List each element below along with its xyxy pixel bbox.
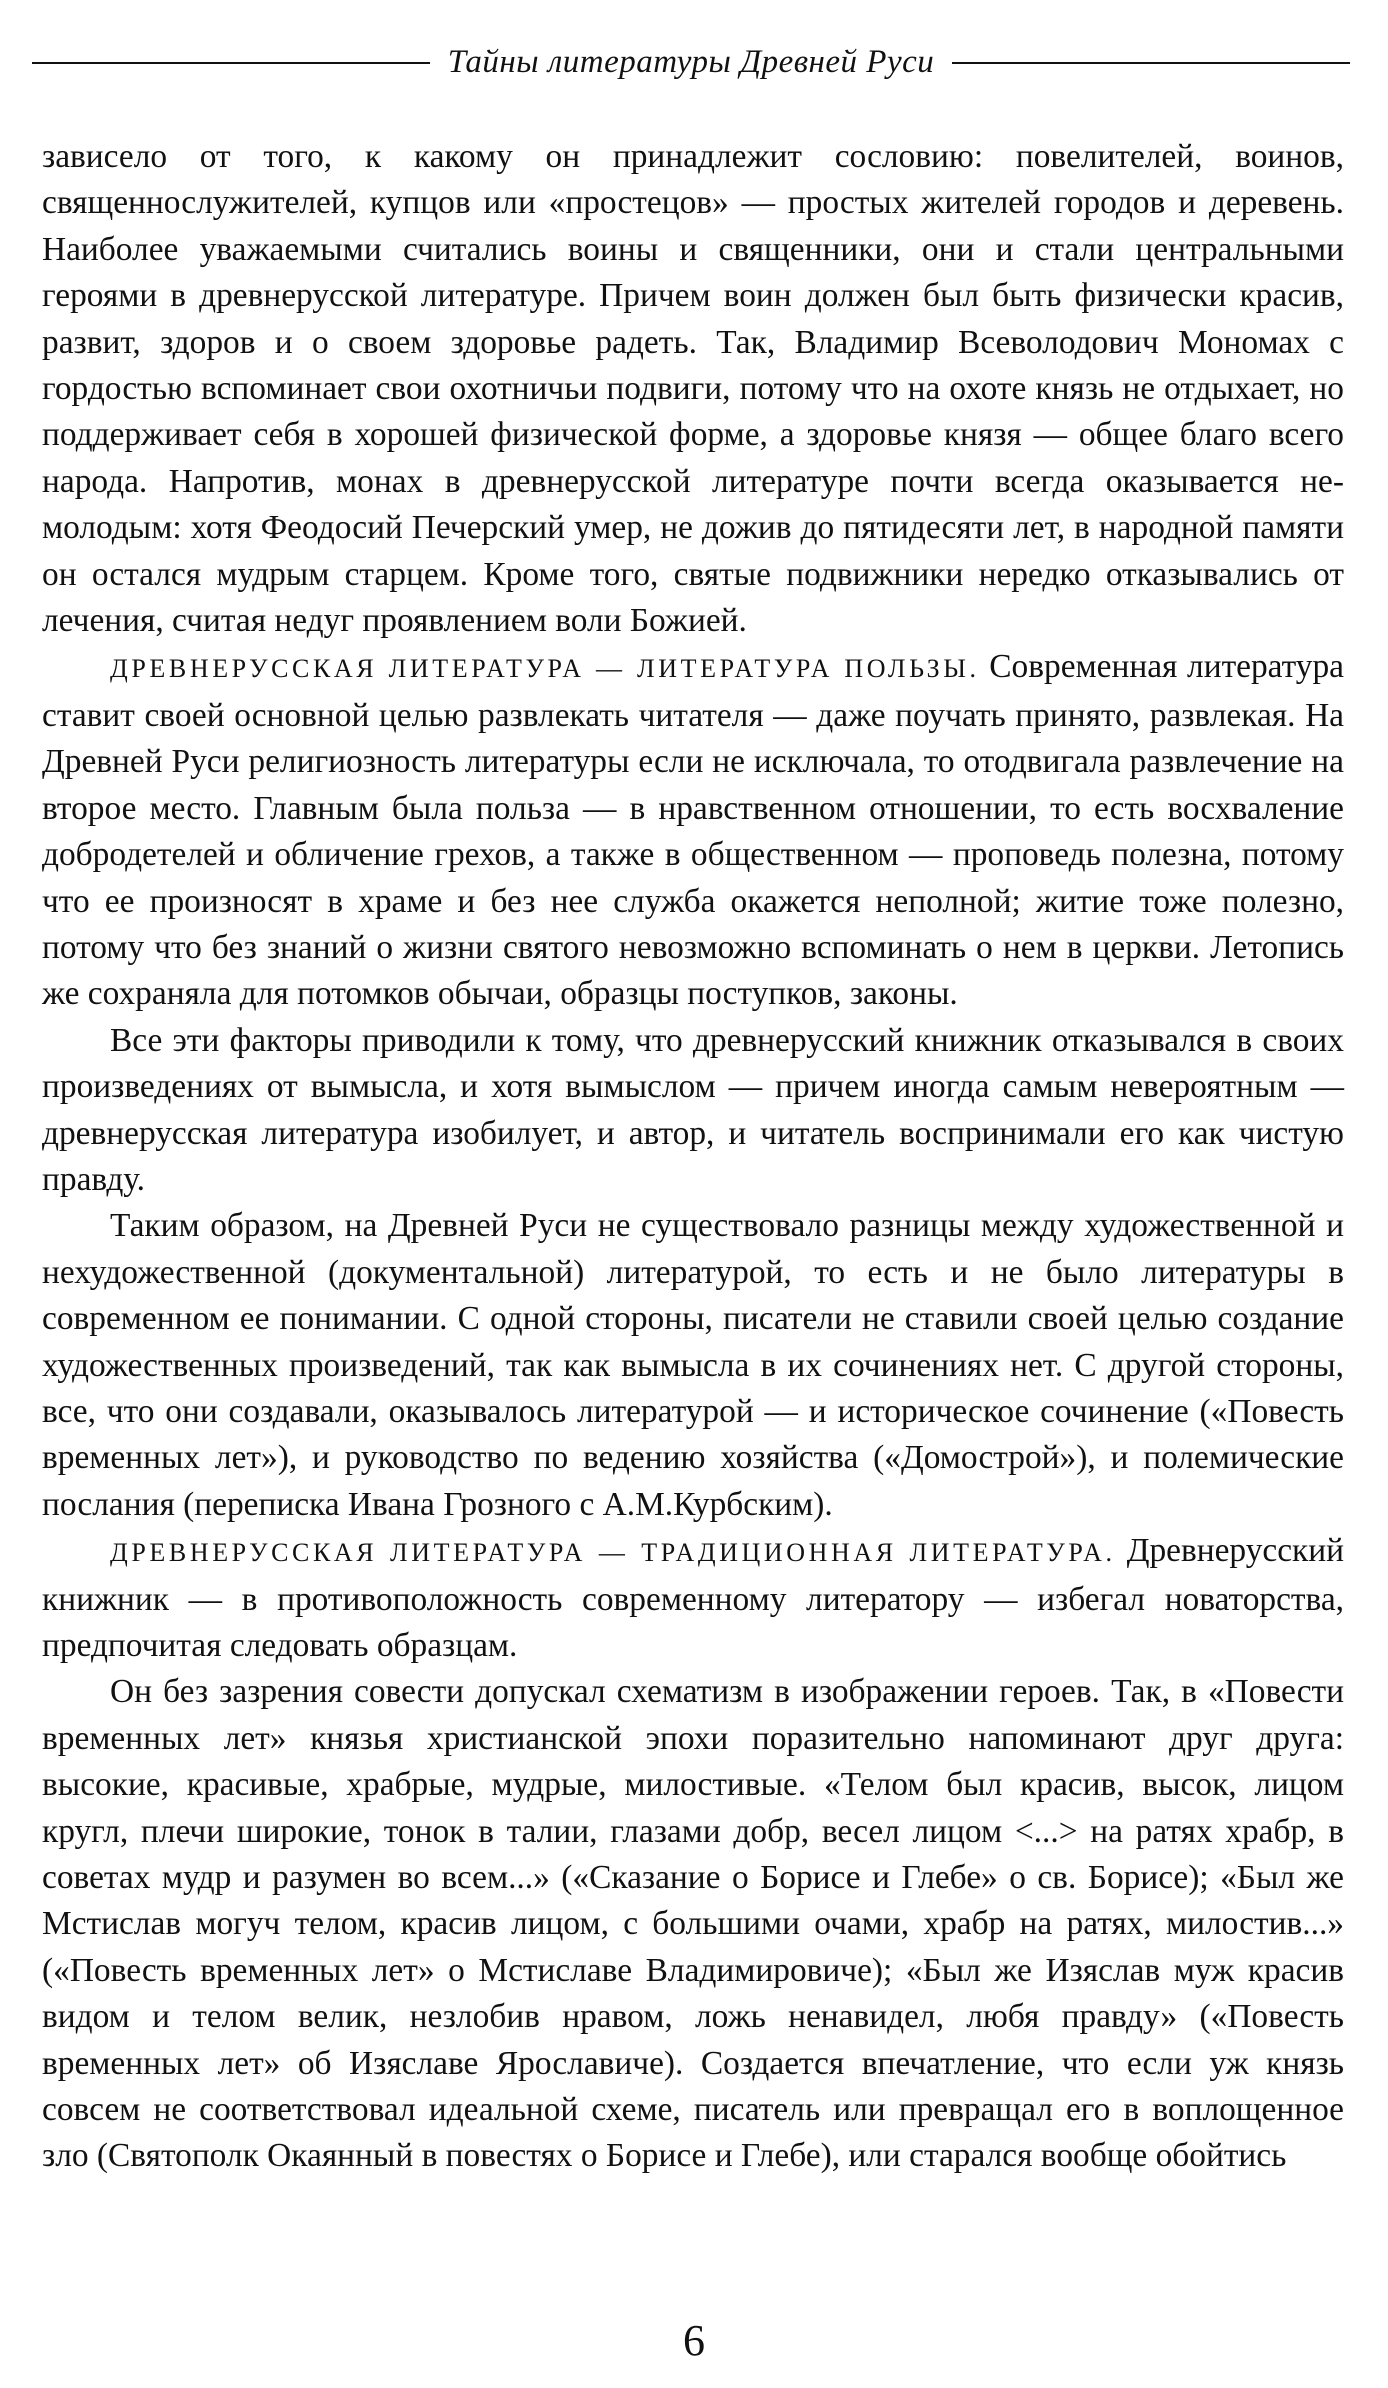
section-heading: ДРЕВНЕРУССКАЯ ЛИТЕРАТУРА — ЛИТЕРАТУРА ПОЛЬЗЫ. [110, 654, 980, 684]
paragraph-section-benefit [42, 644, 1344, 1017]
section-heading: ДРЕВНЕРУССКАЯ ЛИТЕРАТУРА — ТРАДИЦИОННАЯ ЛИТЕРАТУРА. [110, 1538, 1116, 1568]
paragraph-text: Таким образом, на Древней Руси не существовало разницы между художественной и нехудожественной (документальной) литературой, то есть и не было литературы в современном ее понимании. С одной стороны, писатели не ставили своей целью создание художественных произведений, так как вымысла в их сочинениях нет. С другой стороны, все, что они создавали, оказывалось литературой — и историческое сочинение («Повесть временных лет»), и руководство по ведению хозяйства («Домострой»), и полемические послания (переписка Ивана Грозного с А.М.Курбским). [42, 1207, 1344, 1523]
paragraph-text: зависело от того, к какому он принадлежит сословию: повелителей, воинов, священнослужителей, купцов или «простецов» — простых жителей городов и деревень. Наиболее уважаемыми считались воины и священники, они и стали центральными героями в древнерусской литературе. Причем воин должен был быть физически красив, развит, здоров и о своем здоровье радеть. Так, Владимир Всеволодович Мономах с гордостью вспоминает свои охотничьи подвиги, потому что на охоте князь не отдыхает, но поддерживает себя в хорошей физической форме, а здоровье князя — общее благо всего народа. Напротив, монах в древнерусской литературе почти всегда оказывается немолодым: хотя Феодосий Печерский умер, не дожив до пятидесяти лет, в народной памяти он остался мудрым старцем. Кроме того, святые подвижники нередко отказывались от лечения, считая недуг проявлением воли Божией. [42, 138, 1344, 640]
paragraph-text: Он без зазрения совести допускал схематизм в изображении героев. Так, в «Повести временных лет» князья христианской эпохи поразительно напоминают друг друга: высокие, красивые, храбрые, мудрые, милостивые. «Телом был красив, высок, лицом кругл, плечи широкие, тонок в талии, глазами добр, весел лицом <...> на ратях храбр, в советах мудр и разумен во всем...» («Сказание о Борисе и Глебе» о св. Борисе); «Был же Мстислав могуч телом, красив лицом, с большими очами, храбр на ратях, милостив...» («Повесть временных лет» о Мстиславе Владимировиче); «Был же Изяслав муж красив видом и телом велик, незлобив нравом, ложь ненавидел, любя правду» («Повесть временных лет» об Изяславе Ярославиче). Создается впечатление, что если уж князь совсем не соответствовал идеальной схеме, писатель или превращал его в воплощенное зло (Святополк Окаянный в повестях о Борисе и Глебе), или старался вообще обойтись [42, 1673, 1344, 2175]
page-number: 6 [683, 2316, 705, 2365]
body-text [42, 134, 1344, 2180]
paragraph [42, 1203, 1344, 1528]
paragraph [42, 1018, 1344, 1204]
paragraph [42, 1669, 1344, 2179]
header-rule-left [32, 62, 430, 64]
paragraph-section-tradition [42, 1528, 1344, 1669]
running-title: Тайны литературы Древней Руси [447, 44, 935, 80]
paragraph-text: Все эти факторы приводили к тому, что древнерусский книжник отказывался в своих произведениях от вымысла, и хотя вымыслом — причем иногда самым невероятным — древнерусская литература изобилует, и автор, и читатель воспринимали его как чистую правду. [42, 1021, 1344, 1198]
paragraph-text: Современная литература ставит своей основной целью развлекать читателя — даже поучать принято, развлекая. На Древней Руси религиозность литературы если не исключала, то отодвигала развлечение на второе место. Главным была польза — в нравственном отношении, то есть восхваление добродетелей и обличение грехов, а также в общественном — проповедь полезна, потому что ее произносят в храме и без нее служба окажется неполной; житие тоже полезно, потому что без знаний о жизни святого невозможно вспоминать о нем в церкви. Летопись же сохраняла для потомков обычаи, образцы поступков, законы. [42, 648, 1344, 1013]
header-rule-right [952, 62, 1350, 64]
paragraph-text: Древнерусский книжник — в противоположность современному литератору — избегал новаторства, предпочитая следовать образцам. [42, 1532, 1344, 1664]
paragraph-continuation [42, 134, 1344, 644]
running-header [32, 44, 1350, 81]
